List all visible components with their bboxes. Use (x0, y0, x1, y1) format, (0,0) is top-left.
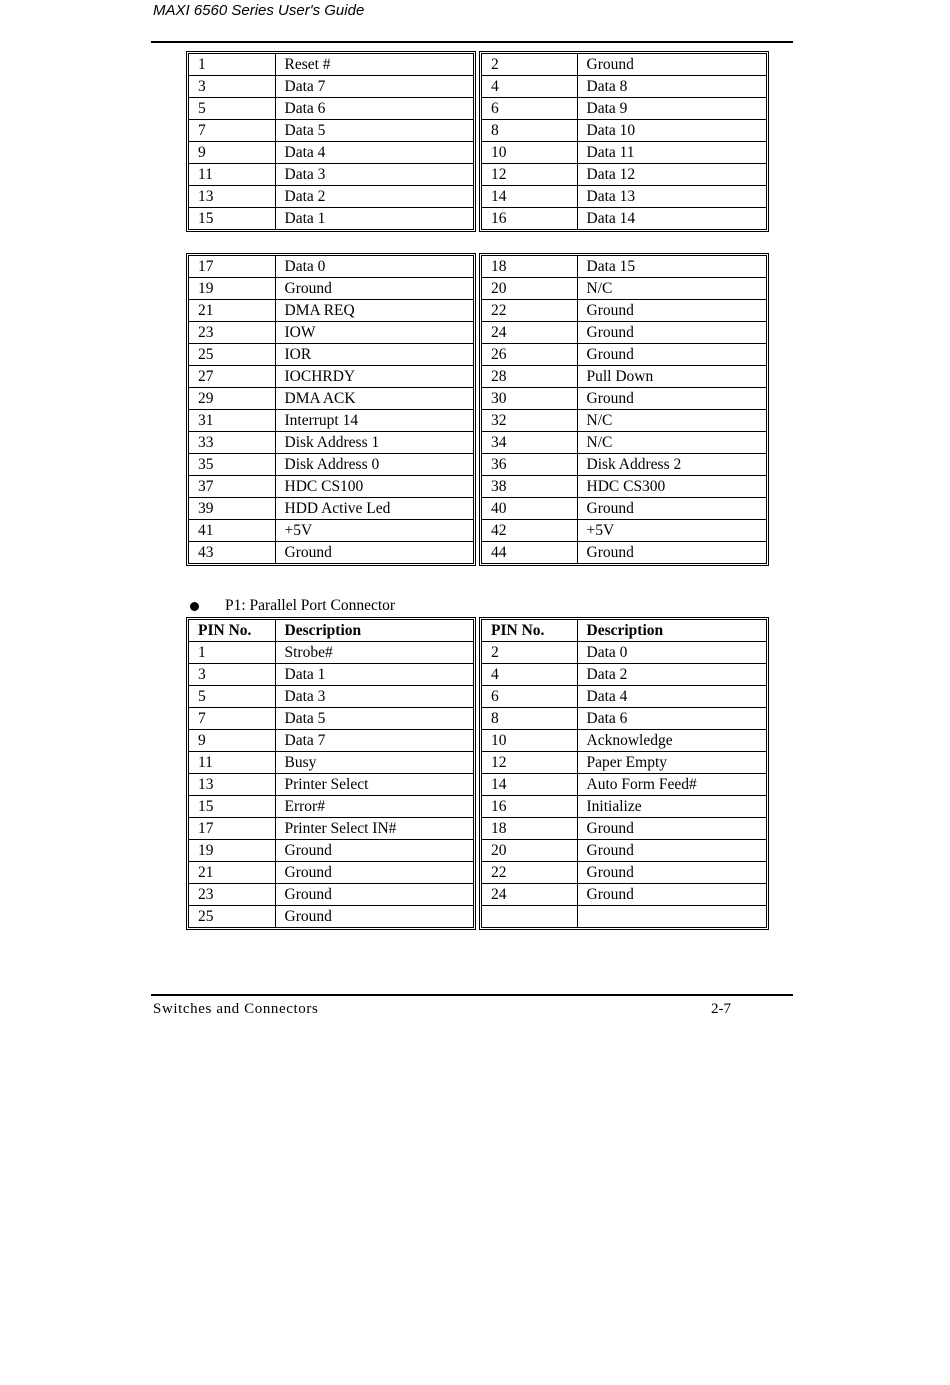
pin-number: 25 (189, 344, 275, 366)
table-row (482, 186, 766, 208)
table-row (189, 642, 473, 664)
pin-description: Ground (577, 300, 766, 322)
pin-description: Ground (586, 544, 634, 561)
pin-number: 1 (189, 642, 275, 664)
table-row (482, 498, 766, 520)
pin-number: 33 (189, 432, 275, 454)
table-row (189, 752, 473, 774)
table-row (189, 76, 473, 98)
ide-pin-table-1 (186, 51, 769, 232)
pin-description: Data 3 (275, 164, 473, 186)
pin-description: Error# (275, 796, 473, 818)
pin-description: Acknowledge (577, 730, 766, 752)
pin-description: Data 7 (275, 730, 473, 752)
pin-number: 29 (189, 388, 275, 410)
table-row (189, 730, 473, 752)
pin-number: 13 (189, 774, 275, 796)
table-row (189, 278, 473, 300)
pin-description: DMA ACK (275, 388, 473, 410)
table-row (482, 752, 766, 774)
table-row (482, 906, 766, 927)
table-row (189, 344, 473, 366)
pin-number: 11 (189, 752, 275, 774)
pin-description: Interrupt 14 (275, 410, 473, 432)
table-row (482, 54, 766, 76)
pin-number: 18 (482, 818, 577, 840)
pin-description: Auto Form Feed# (577, 774, 766, 796)
table-row (189, 186, 473, 208)
table-row (189, 498, 473, 520)
pin-description: Data 8 (577, 76, 766, 98)
pin-number: 39 (189, 498, 275, 520)
table-row (482, 256, 766, 278)
pin-description: IOW (275, 322, 473, 344)
odd-pins-column (186, 617, 476, 930)
pin-number: 20 (482, 840, 577, 862)
pin-description: Data 0 (275, 256, 473, 278)
pin-description: Reset # (275, 54, 473, 76)
pin-description: IOR (275, 344, 473, 366)
pin-number: 9 (189, 142, 275, 164)
parallel-port-caption (190, 597, 395, 615)
pin-description: N/C (577, 432, 766, 454)
table-row (482, 278, 766, 300)
even-pins-column (479, 253, 769, 566)
pin-description: Data 5 (275, 120, 473, 142)
table-row (189, 300, 473, 322)
pin-number: 5 (189, 686, 275, 708)
footer-section-title: Switches and Connectors (153, 1001, 319, 1017)
pin-number: 17 (189, 818, 275, 840)
pin-number: 23 (189, 322, 275, 344)
table-row (189, 774, 473, 796)
odd-pins-column (186, 253, 476, 566)
table-row (189, 796, 473, 818)
pin-description: +5V (577, 520, 766, 542)
pin-number: 44 (482, 542, 577, 564)
pin-number: 15 (189, 208, 275, 230)
pin-description: Data 11 (577, 142, 766, 164)
header-pin-no: PIN No. (482, 620, 577, 642)
pin-number: 12 (482, 164, 577, 186)
pin-description: Data 6 (577, 708, 766, 730)
pin-description: Ground (275, 884, 473, 906)
pin-number: 9 (189, 730, 275, 752)
table-row (189, 818, 473, 840)
table-row (189, 164, 473, 186)
table-row (482, 76, 766, 98)
pin-description: HDC CS100 (275, 476, 473, 498)
pin-number: 3 (189, 76, 275, 98)
pin-description: Data 7 (275, 76, 473, 98)
table-row (482, 520, 766, 542)
pin-number: 17 (189, 256, 275, 278)
pin-number: 14 (482, 774, 577, 796)
pin-description: Data 9 (577, 98, 766, 120)
pin-description: Data 3 (275, 686, 473, 708)
table-row (482, 164, 766, 186)
ide-pin-table-2 (186, 253, 769, 566)
even-pins-column (479, 51, 769, 232)
even-pins-column (479, 617, 769, 930)
table-row (482, 208, 766, 230)
pin-number: 26 (482, 344, 577, 366)
table-row (189, 686, 473, 708)
pin-description: Data 15 (577, 256, 766, 278)
table-row (482, 818, 766, 840)
pin-number: 43 (189, 542, 275, 564)
table-row (189, 142, 473, 164)
pin-number: 14 (482, 186, 577, 208)
pin-number: 7 (189, 708, 275, 730)
pin-number: 5 (189, 98, 275, 120)
header-rule (151, 41, 793, 43)
pin-number: 12 (482, 752, 577, 774)
pin-number: 8 (482, 120, 577, 142)
table-row (189, 98, 473, 120)
pin-description: Data 2 (275, 186, 473, 208)
table-row (482, 410, 766, 432)
pin-description: N/C (577, 278, 766, 300)
table-row (189, 388, 473, 410)
pin-description: Initialize (577, 796, 766, 818)
table-row (482, 454, 766, 476)
pin-description: Ground (577, 322, 766, 344)
pin-description (577, 906, 766, 927)
pin-description: Pull Down (577, 366, 766, 388)
pin-description: Data 12 (577, 164, 766, 186)
odd-pins-column (186, 51, 476, 232)
pin-number: 20 (482, 278, 577, 300)
pin-description: Disk Address 0 (275, 454, 473, 476)
pin-description: Data 1 (284, 210, 326, 227)
table-header-row (482, 620, 766, 642)
pin-description: Printer Select (275, 774, 473, 796)
pin-number: 22 (482, 300, 577, 322)
pin-description: HDD Active Led (275, 498, 473, 520)
pin-number: 6 (482, 686, 577, 708)
pin-description: Data 6 (275, 98, 473, 120)
pin-number: 24 (482, 322, 577, 344)
pin-description: DMA REQ (275, 300, 473, 322)
pin-description: Ground (577, 884, 766, 906)
pin-description: Ground (577, 840, 766, 862)
pin-description: Data 4 (275, 142, 473, 164)
pin-number: 10 (482, 142, 577, 164)
pin-description: Data 5 (275, 708, 473, 730)
pin-number: 24 (482, 884, 577, 906)
pin-description: Printer Select IN# (275, 818, 473, 840)
pin-description: Disk Address 2 (577, 454, 766, 476)
table-row (482, 708, 766, 730)
table-row (482, 366, 766, 388)
pin-number: 35 (189, 454, 275, 476)
pin-number: 21 (189, 862, 275, 884)
table-row (482, 862, 766, 884)
pin-description: Strobe# (275, 642, 473, 664)
pin-description: Ground (284, 544, 332, 561)
table-header-row (189, 620, 473, 642)
pin-description: Data 0 (577, 642, 766, 664)
table-row (482, 542, 766, 564)
pin-description: Ground (284, 908, 332, 925)
pin-number: 3 (189, 664, 275, 686)
table-row (482, 432, 766, 454)
pin-description: HDC CS300 (577, 476, 766, 498)
pin-number: 18 (482, 256, 577, 278)
table-row (482, 388, 766, 410)
pin-number: 22 (482, 862, 577, 884)
pin-number (482, 906, 577, 927)
pin-description: Data 2 (577, 664, 766, 686)
caption-text: P1: Parallel Port Connector (225, 597, 396, 614)
table-row (189, 120, 473, 142)
table-row (189, 208, 473, 230)
table-row (189, 884, 473, 906)
pin-description: Data 4 (577, 686, 766, 708)
pin-number: 32 (482, 410, 577, 432)
pin-number: 37 (189, 476, 275, 498)
pin-number: 28 (482, 366, 577, 388)
pin-description: Ground (577, 54, 766, 76)
header-description: Description (275, 620, 473, 642)
pin-description: Data 10 (577, 120, 766, 142)
table-row (189, 454, 473, 476)
table-row (482, 98, 766, 120)
table-row (189, 862, 473, 884)
table-row (482, 142, 766, 164)
pin-number: 4 (482, 76, 577, 98)
pin-number: 27 (189, 366, 275, 388)
pin-number: 11 (189, 164, 275, 186)
pin-number: 8 (482, 708, 577, 730)
pin-description: Ground (577, 862, 766, 884)
pin-number: 36 (482, 454, 577, 476)
pin-number: 19 (189, 840, 275, 862)
table-row (189, 520, 473, 542)
pin-description: Ground (577, 818, 766, 840)
pin-number: 30 (482, 388, 577, 410)
pin-number: 21 (189, 300, 275, 322)
table-row (189, 322, 473, 344)
table-row (189, 840, 473, 862)
table-row (189, 664, 473, 686)
table-row (482, 344, 766, 366)
pin-description: Data 1 (275, 664, 473, 686)
pin-description: Data 13 (577, 186, 766, 208)
table-row (189, 366, 473, 388)
table-row (189, 708, 473, 730)
pin-number: 15 (189, 796, 275, 818)
pin-number: 1 (189, 54, 275, 76)
table-row (482, 322, 766, 344)
pin-number: 7 (189, 120, 275, 142)
table-row (482, 796, 766, 818)
table-row (189, 906, 473, 928)
pin-number: 4 (482, 664, 577, 686)
table-row (482, 120, 766, 142)
pin-number: 25 (189, 906, 275, 928)
table-row (189, 432, 473, 454)
pin-description: Ground (577, 388, 766, 410)
pin-number: 16 (482, 796, 577, 818)
page-number: 2-7 (711, 1001, 731, 1017)
pin-number: 31 (189, 410, 275, 432)
table-row (189, 476, 473, 498)
pin-number: 23 (189, 884, 275, 906)
pin-number: 16 (482, 208, 577, 230)
pin-number: 6 (482, 98, 577, 120)
pin-description: Ground (577, 344, 766, 366)
pin-description: Ground (275, 278, 473, 300)
pin-description: Ground (275, 862, 473, 884)
pin-description: Ground (275, 840, 473, 862)
pin-description: +5V (275, 520, 473, 542)
pin-number: 38 (482, 476, 577, 498)
table-row (482, 664, 766, 686)
pin-number: 13 (189, 186, 275, 208)
table-row (189, 256, 473, 278)
header-pin-no: PIN No. (189, 620, 275, 642)
header-description: Description (577, 620, 766, 642)
running-header-title: MAXI 6560 Series User's Guide (153, 2, 365, 19)
pin-description: IOCHRDY (275, 366, 473, 388)
table-row (189, 542, 473, 564)
table-row (482, 686, 766, 708)
pin-description: Disk Address 1 (275, 432, 473, 454)
table-row (482, 642, 766, 664)
table-row (482, 476, 766, 498)
table-row (482, 730, 766, 752)
pin-number: 19 (189, 278, 275, 300)
pin-description: Ground (577, 498, 766, 520)
footer-rule (151, 994, 793, 996)
pin-number: 40 (482, 498, 577, 520)
pin-number: 41 (189, 520, 275, 542)
pin-number: 2 (482, 54, 577, 76)
parallel-port-table (186, 617, 769, 930)
pin-description: Paper Empty (577, 752, 766, 774)
table-row (482, 840, 766, 862)
table-row (189, 54, 473, 76)
pin-description: Busy (275, 752, 473, 774)
table-row (482, 774, 766, 796)
pin-number: 42 (482, 520, 577, 542)
bullet-icon (190, 602, 199, 611)
pin-description: Data 14 (586, 210, 636, 227)
pin-description: N/C (577, 410, 766, 432)
table-row (482, 300, 766, 322)
pin-number: 10 (482, 730, 577, 752)
table-row (482, 884, 766, 906)
table-row (189, 410, 473, 432)
pin-number: 34 (482, 432, 577, 454)
pin-number: 2 (482, 642, 577, 664)
